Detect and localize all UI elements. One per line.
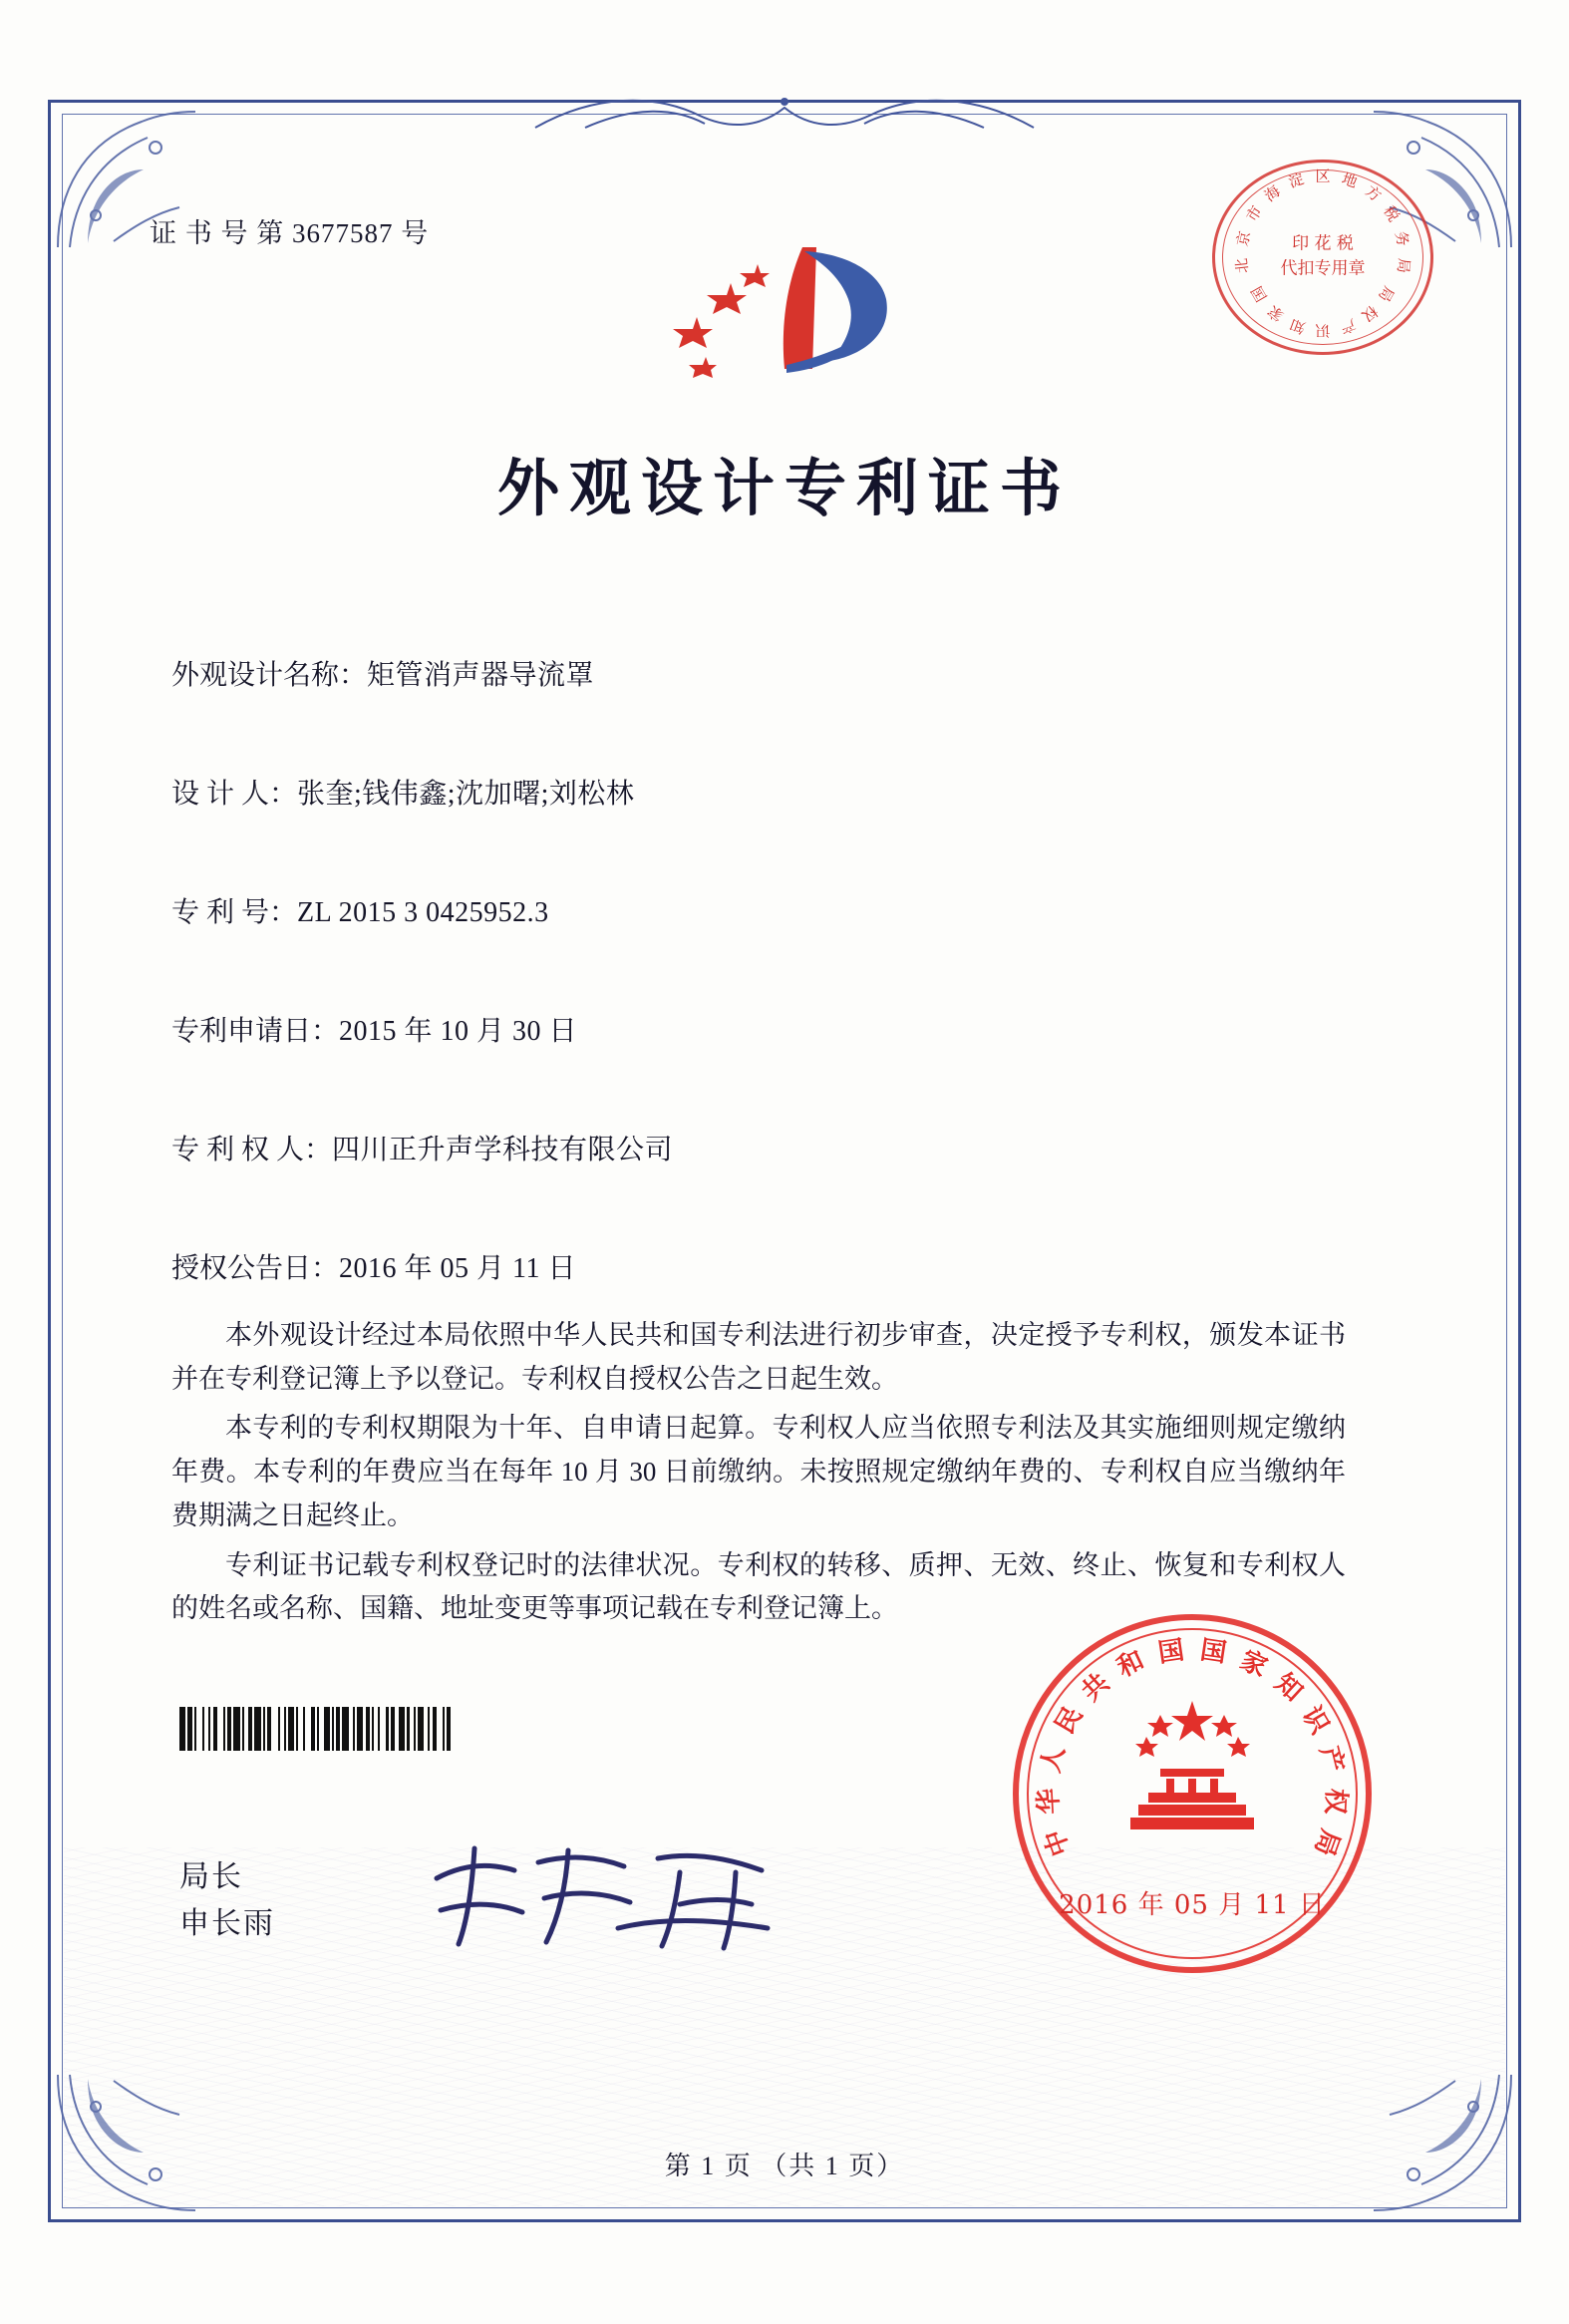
tax-stamp-line-2: 代扣专用章: [1280, 258, 1366, 279]
field-patentee: [171, 1128, 1328, 1167]
national-emblem-icon: [1108, 1697, 1276, 1846]
tax-stamp-center: [1212, 231, 1433, 280]
legal-paragraph: 专利证书记载专利权登记时的法律状况。专利权的转移、质押、无效、终止、恢复和专利权人的姓名或名称、国籍、地址变更等事项记载在专利登记簿上。: [171, 1549, 1346, 1624]
page-footer: 第 1 页 （共 1 页）: [664, 2152, 905, 2180]
field-value: 张奎;钱伟鑫;沈加曙;刘松林: [297, 779, 635, 810]
tax-office-stamp: [1212, 160, 1433, 355]
field-value: 四川正升声学科技有限公司: [332, 1135, 674, 1165]
top-flourish-ornament: [525, 88, 1044, 134]
seal-arc-text: 中 华 人 民 共 和 国 国 家 知 识 产 权 局: [1034, 1635, 1351, 1860]
cnipa-logo-icon: [635, 237, 934, 387]
certificate-number: 证 书 号 第 3677587 号: [150, 218, 430, 248]
legal-text: [171, 1314, 1346, 1637]
tax-stamp-arc-top: 北 京 市 海 淀 区 地 方 税 务 局: [1232, 166, 1413, 274]
corner-ornament-bottom-left: [52, 2069, 201, 2218]
legal-paragraph: 本专利的专利权期限为十年、自申请日起算。专利权人应当依照专利法及其实施细则规定缴纳年费。本专利的年费应当在每年 10 月 30 日前缴纳。未按照规定缴纳年费的、专利权自应当缴纳年费期满之日起终止。: [171, 1413, 1346, 1530]
field-label: 专 利 号：: [171, 897, 298, 928]
field-patent-number: [171, 890, 1328, 930]
legal-paragraph: 本外观设计经过本局依照中华人民共和国专利法进行初步审查，决定授予专利权，颁发本证书并在专利登记簿上予以登记。专利权自授权公告之日起生效。: [171, 1320, 1346, 1394]
tax-stamp-line-1: 印 花 税: [1292, 233, 1354, 254]
field-value: 2016 年 05 月 11 日: [339, 1253, 576, 1284]
field-application-date: [171, 1009, 1328, 1049]
field-label: 授权公告日：: [171, 1253, 340, 1284]
field-design-name: [171, 653, 1328, 693]
field-label: 专利申请日：: [171, 1016, 340, 1047]
national-seal: [1013, 1614, 1372, 1973]
barcode: [179, 1707, 606, 1751]
field-list: [171, 653, 1328, 1365]
seal-date: 2016 年 05 月 11 日: [1059, 1890, 1326, 1920]
handwritten-signature: [419, 1832, 797, 1962]
field-label: 外观设计名称：: [171, 660, 368, 691]
corner-ornament-bottom-right: [1368, 2069, 1517, 2218]
signature-title: 局长: [179, 1860, 243, 1893]
field-designers: [171, 772, 1328, 812]
signature-name: 申长雨: [179, 1906, 275, 1940]
field-value: ZL 2015 3 0425952.3: [297, 897, 549, 928]
tax-stamp-arc-bottom: 国 家 知 识 产 权 局: [1247, 282, 1399, 340]
field-grant-announcement-date: [171, 1246, 1328, 1286]
field-value: 矩管消声器导流罩: [367, 660, 595, 691]
field-label: 专 利 权 人：: [171, 1135, 333, 1165]
field-value: 2015 年 10 月 30 日: [339, 1016, 578, 1047]
page-title: 外观设计专利证书: [496, 452, 1072, 524]
field-label: 设 计 人：: [171, 779, 298, 810]
signature-block: [179, 1854, 275, 1947]
